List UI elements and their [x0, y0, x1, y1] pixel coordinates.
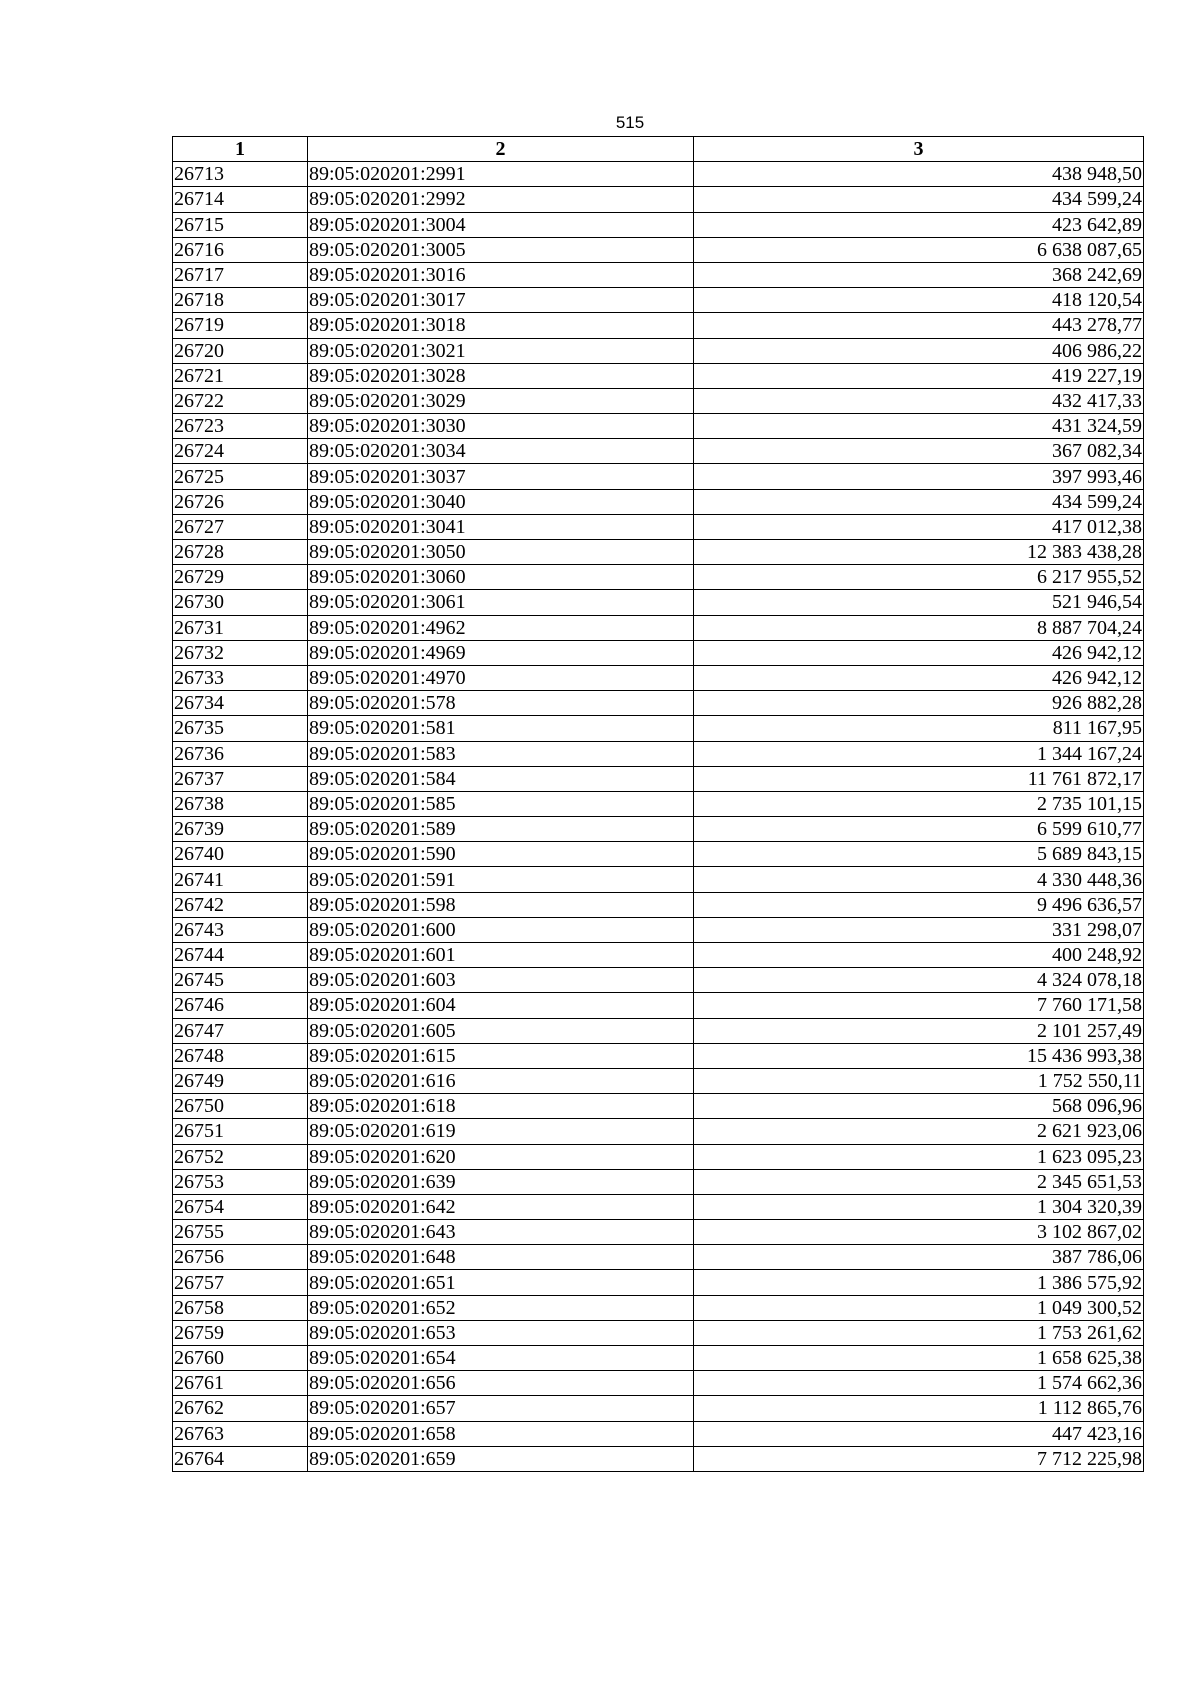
cadastral-number-cell: 89:05:020201:3040 — [308, 489, 694, 514]
table-body — [173, 162, 1144, 1472]
table-row — [173, 237, 1144, 262]
cadastral-value-cell: 419 227,19 — [694, 363, 1144, 388]
row-number-cell: 26727 — [173, 514, 308, 539]
row-number-cell: 26760 — [173, 1346, 308, 1371]
row-number-cell: 26715 — [173, 212, 308, 237]
row-number-cell: 26716 — [173, 237, 308, 262]
cadastral-value-cell: 426 942,12 — [694, 640, 1144, 665]
cadastral-number-cell: 89:05:020201:642 — [308, 1194, 694, 1219]
cadastral-value-cell: 443 278,77 — [694, 313, 1144, 338]
cadastral-value-cell: 2 345 651,53 — [694, 1169, 1144, 1194]
cadastral-number-cell: 89:05:020201:4969 — [308, 640, 694, 665]
cadastral-number-cell: 89:05:020201:652 — [308, 1295, 694, 1320]
row-number-cell: 26750 — [173, 1094, 308, 1119]
table-row — [173, 867, 1144, 892]
table-row — [173, 1068, 1144, 1093]
cadastral-number-cell: 89:05:020201:639 — [308, 1169, 694, 1194]
cadastral-value-cell: 9 496 636,57 — [694, 892, 1144, 917]
table-row — [173, 187, 1144, 212]
cadastral-value-cell: 521 946,54 — [694, 590, 1144, 615]
row-number-cell: 26759 — [173, 1320, 308, 1345]
cadastral-value-cell: 2 101 257,49 — [694, 1018, 1144, 1043]
row-number-cell: 26737 — [173, 766, 308, 791]
cadastral-number-cell: 89:05:020201:2992 — [308, 187, 694, 212]
cadastral-number-cell: 89:05:020201:3050 — [308, 540, 694, 565]
table-row — [173, 1270, 1144, 1295]
row-number-cell: 26734 — [173, 691, 308, 716]
cadastral-value-cell: 2 621 923,06 — [694, 1119, 1144, 1144]
table-row — [173, 162, 1144, 187]
cadastral-number-cell: 89:05:020201:2991 — [308, 162, 694, 187]
cadastral-value-cell: 12 383 438,28 — [694, 540, 1144, 565]
row-number-cell: 26717 — [173, 262, 308, 287]
row-number-cell: 26738 — [173, 791, 308, 816]
table-row — [173, 489, 1144, 514]
cadastral-number-cell: 89:05:020201:619 — [308, 1119, 694, 1144]
table-row — [173, 262, 1144, 287]
cadastral-value-cell: 418 120,54 — [694, 288, 1144, 313]
cadastral-value-cell: 331 298,07 — [694, 917, 1144, 942]
row-number-cell: 26763 — [173, 1421, 308, 1446]
cadastral-number-cell: 89:05:020201:3060 — [308, 565, 694, 590]
cadastral-value-cell: 387 786,06 — [694, 1245, 1144, 1270]
row-number-cell: 26754 — [173, 1194, 308, 1219]
table-row — [173, 414, 1144, 439]
cadastral-value-cell: 1 574 662,36 — [694, 1371, 1144, 1396]
row-number-cell: 26725 — [173, 464, 308, 489]
cadastral-number-cell: 89:05:020201:643 — [308, 1220, 694, 1245]
table-row — [173, 968, 1144, 993]
cadastral-number-cell: 89:05:020201:600 — [308, 917, 694, 942]
cadastral-value-cell: 6 599 610,77 — [694, 817, 1144, 842]
table-row — [173, 791, 1144, 816]
page-number: 515 — [615, 113, 645, 132]
table-row — [173, 691, 1144, 716]
cadastral-value-cell: 6 217 955,52 — [694, 565, 1144, 590]
cadastral-value-cell: 438 948,50 — [694, 162, 1144, 187]
cadastral-value-cell: 7 712 225,98 — [694, 1446, 1144, 1471]
cadastral-value-cell: 3 102 867,02 — [694, 1220, 1144, 1245]
row-number-cell: 26728 — [173, 540, 308, 565]
table-row — [173, 766, 1144, 791]
cadastral-number-cell: 89:05:020201:601 — [308, 943, 694, 968]
table-row — [173, 439, 1144, 464]
row-number-cell: 26739 — [173, 817, 308, 842]
cadastral-number-cell: 89:05:020201:618 — [308, 1094, 694, 1119]
cadastral-number-cell: 89:05:020201:653 — [308, 1320, 694, 1345]
row-number-cell: 26747 — [173, 1018, 308, 1043]
row-number-cell: 26740 — [173, 842, 308, 867]
cadastral-value-cell: 568 096,96 — [694, 1094, 1144, 1119]
cadastral-value-cell: 1 386 575,92 — [694, 1270, 1144, 1295]
cadastral-number-cell: 89:05:020201:3061 — [308, 590, 694, 615]
cadastral-value-cell: 811 167,95 — [694, 716, 1144, 741]
cadastral-value-cell: 447 423,16 — [694, 1421, 1144, 1446]
row-number-cell: 26724 — [173, 439, 308, 464]
table-row — [173, 892, 1144, 917]
cadastral-number-cell: 89:05:020201:651 — [308, 1270, 694, 1295]
cadastral-number-cell: 89:05:020201:3021 — [308, 338, 694, 363]
cadastral-value-cell: 4 324 078,18 — [694, 968, 1144, 993]
cadastral-value-cell: 5 689 843,15 — [694, 842, 1144, 867]
table-row — [173, 615, 1144, 640]
cadastral-value-cell: 926 882,28 — [694, 691, 1144, 716]
table-row — [173, 464, 1144, 489]
cadastral-number-cell: 89:05:020201:3041 — [308, 514, 694, 539]
cadastral-value-cell: 367 082,34 — [694, 439, 1144, 464]
cadastral-value-cell: 2 735 101,15 — [694, 791, 1144, 816]
row-number-cell: 26719 — [173, 313, 308, 338]
cadastral-value-cell: 4 330 448,36 — [694, 867, 1144, 892]
row-number-cell: 26751 — [173, 1119, 308, 1144]
cadastral-value-cell: 368 242,69 — [694, 262, 1144, 287]
row-number-cell: 26713 — [173, 162, 308, 187]
cadastral-number-cell: 89:05:020201:4962 — [308, 615, 694, 640]
cadastral-value-cell: 417 012,38 — [694, 514, 1144, 539]
cadastral-number-cell: 89:05:020201:3017 — [308, 288, 694, 313]
table-row — [173, 540, 1144, 565]
table-row — [173, 993, 1144, 1018]
cadastral-value-cell: 15 436 993,38 — [694, 1043, 1144, 1068]
cadastral-number-cell: 89:05:020201:3016 — [308, 262, 694, 287]
row-number-cell: 26756 — [173, 1245, 308, 1270]
table-header-row — [173, 137, 1144, 162]
row-number-cell: 26731 — [173, 615, 308, 640]
table-row — [173, 338, 1144, 363]
cadastral-value-cell: 6 638 087,65 — [694, 237, 1144, 262]
table-row — [173, 842, 1144, 867]
cadastral-value-cell: 7 760 171,58 — [694, 993, 1144, 1018]
table-row — [173, 388, 1144, 413]
table-row — [173, 1220, 1144, 1245]
cadastral-number-cell: 89:05:020201:583 — [308, 741, 694, 766]
table-row — [173, 1320, 1144, 1345]
table-row — [173, 1144, 1144, 1169]
column-header-1: 1 — [173, 137, 308, 162]
row-number-cell: 26732 — [173, 640, 308, 665]
cadastral-value-cell: 8 887 704,24 — [694, 615, 1144, 640]
cadastral-number-cell: 89:05:020201:591 — [308, 867, 694, 892]
cadastral-number-cell: 89:05:020201:604 — [308, 993, 694, 1018]
table-row — [173, 1119, 1144, 1144]
row-number-cell: 26749 — [173, 1068, 308, 1093]
row-number-cell: 26720 — [173, 338, 308, 363]
cadastral-number-cell: 89:05:020201:598 — [308, 892, 694, 917]
table-row — [173, 1446, 1144, 1471]
cadastral-number-cell: 89:05:020201:605 — [308, 1018, 694, 1043]
cadastral-number-cell: 89:05:020201:615 — [308, 1043, 694, 1068]
table-row — [173, 565, 1144, 590]
cadastral-value-cell: 432 417,33 — [694, 388, 1144, 413]
column-header-2: 2 — [308, 137, 694, 162]
cadastral-value-cell: 423 642,89 — [694, 212, 1144, 237]
cadastral-number-cell: 89:05:020201:648 — [308, 1245, 694, 1270]
table-row — [173, 1194, 1144, 1219]
table-row — [173, 1094, 1144, 1119]
cadastral-number-cell: 89:05:020201:590 — [308, 842, 694, 867]
row-number-cell: 26744 — [173, 943, 308, 968]
row-number-cell: 26726 — [173, 489, 308, 514]
cadastral-number-cell: 89:05:020201:658 — [308, 1421, 694, 1446]
table-row — [173, 943, 1144, 968]
cadastral-number-cell: 89:05:020201:3005 — [308, 237, 694, 262]
cadastral-number-cell: 89:05:020201:654 — [308, 1346, 694, 1371]
row-number-cell: 26753 — [173, 1169, 308, 1194]
cadastral-number-cell: 89:05:020201:578 — [308, 691, 694, 716]
row-number-cell: 26722 — [173, 388, 308, 413]
table-row — [173, 1371, 1144, 1396]
table-row — [173, 817, 1144, 842]
row-number-cell: 26736 — [173, 741, 308, 766]
cadastral-number-cell: 89:05:020201:3034 — [308, 439, 694, 464]
row-number-cell: 26743 — [173, 917, 308, 942]
row-number-cell: 26741 — [173, 867, 308, 892]
row-number-cell: 26761 — [173, 1371, 308, 1396]
table-row — [173, 313, 1144, 338]
table-row — [173, 590, 1144, 615]
cadastral-number-cell: 89:05:020201:585 — [308, 791, 694, 816]
table-row — [173, 1043, 1144, 1068]
cadastral-value-cell: 1 049 300,52 — [694, 1295, 1144, 1320]
row-number-cell: 26735 — [173, 716, 308, 741]
cadastral-value-cell: 400 248,92 — [694, 943, 1144, 968]
cadastral-value-cell: 1 752 550,11 — [694, 1068, 1144, 1093]
table-row — [173, 1396, 1144, 1421]
cadastral-number-cell: 89:05:020201:620 — [308, 1144, 694, 1169]
table-row — [173, 288, 1144, 313]
table-row — [173, 1245, 1144, 1270]
cadastral-value-cell: 397 993,46 — [694, 464, 1144, 489]
table-row — [173, 917, 1144, 942]
cadastral-number-cell: 89:05:020201:3030 — [308, 414, 694, 439]
cadastral-number-cell: 89:05:020201:3028 — [308, 363, 694, 388]
table-row — [173, 640, 1144, 665]
table-row — [173, 1018, 1144, 1043]
cadastral-number-cell: 89:05:020201:584 — [308, 766, 694, 791]
table-row — [173, 1169, 1144, 1194]
cadastral-value-table — [172, 136, 1144, 1472]
table-row — [173, 1295, 1144, 1320]
cadastral-number-cell: 89:05:020201:3037 — [308, 464, 694, 489]
row-number-cell: 26757 — [173, 1270, 308, 1295]
table-row — [173, 1346, 1144, 1371]
table-row — [173, 716, 1144, 741]
table-row — [173, 1421, 1144, 1446]
table-row — [173, 212, 1144, 237]
row-number-cell: 26730 — [173, 590, 308, 615]
cadastral-number-cell: 89:05:020201:657 — [308, 1396, 694, 1421]
table-row — [173, 363, 1144, 388]
row-number-cell: 26742 — [173, 892, 308, 917]
row-number-cell: 26714 — [173, 187, 308, 212]
row-number-cell: 26764 — [173, 1446, 308, 1471]
table-row — [173, 741, 1144, 766]
cadastral-number-cell: 89:05:020201:589 — [308, 817, 694, 842]
row-number-cell: 26721 — [173, 363, 308, 388]
cadastral-number-cell: 89:05:020201:4970 — [308, 665, 694, 690]
cadastral-number-cell: 89:05:020201:656 — [308, 1371, 694, 1396]
row-number-cell: 26748 — [173, 1043, 308, 1068]
cadastral-number-cell: 89:05:020201:3018 — [308, 313, 694, 338]
row-number-cell: 26723 — [173, 414, 308, 439]
row-number-cell: 26729 — [173, 565, 308, 590]
cadastral-value-cell: 1 344 167,24 — [694, 741, 1144, 766]
row-number-cell: 26745 — [173, 968, 308, 993]
cadastral-value-cell: 434 599,24 — [694, 489, 1144, 514]
table-row — [173, 665, 1144, 690]
cadastral-number-cell: 89:05:020201:581 — [308, 716, 694, 741]
cadastral-number-cell: 89:05:020201:603 — [308, 968, 694, 993]
row-number-cell: 26718 — [173, 288, 308, 313]
cadastral-value-cell: 426 942,12 — [694, 665, 1144, 690]
cadastral-value-cell: 11 761 872,17 — [694, 766, 1144, 791]
row-number-cell: 26752 — [173, 1144, 308, 1169]
row-number-cell: 26755 — [173, 1220, 308, 1245]
cadastral-value-cell: 1 623 095,23 — [694, 1144, 1144, 1169]
row-number-cell: 26746 — [173, 993, 308, 1018]
row-number-cell: 26762 — [173, 1396, 308, 1421]
cadastral-value-cell: 1 753 261,62 — [694, 1320, 1144, 1345]
row-number-cell: 26733 — [173, 665, 308, 690]
cadastral-value-cell: 1 304 320,39 — [694, 1194, 1144, 1219]
column-header-3: 3 — [694, 137, 1144, 162]
cadastral-value-cell: 434 599,24 — [694, 187, 1144, 212]
cadastral-number-cell: 89:05:020201:3029 — [308, 388, 694, 413]
cadastral-number-cell: 89:05:020201:616 — [308, 1068, 694, 1093]
cadastral-value-cell: 431 324,59 — [694, 414, 1144, 439]
cadastral-number-cell: 89:05:020201:3004 — [308, 212, 694, 237]
cadastral-number-cell: 89:05:020201:659 — [308, 1446, 694, 1471]
cadastral-value-cell: 406 986,22 — [694, 338, 1144, 363]
cadastral-value-cell: 1 112 865,76 — [694, 1396, 1144, 1421]
table-row — [173, 514, 1144, 539]
row-number-cell: 26758 — [173, 1295, 308, 1320]
cadastral-value-cell: 1 658 625,38 — [694, 1346, 1144, 1371]
